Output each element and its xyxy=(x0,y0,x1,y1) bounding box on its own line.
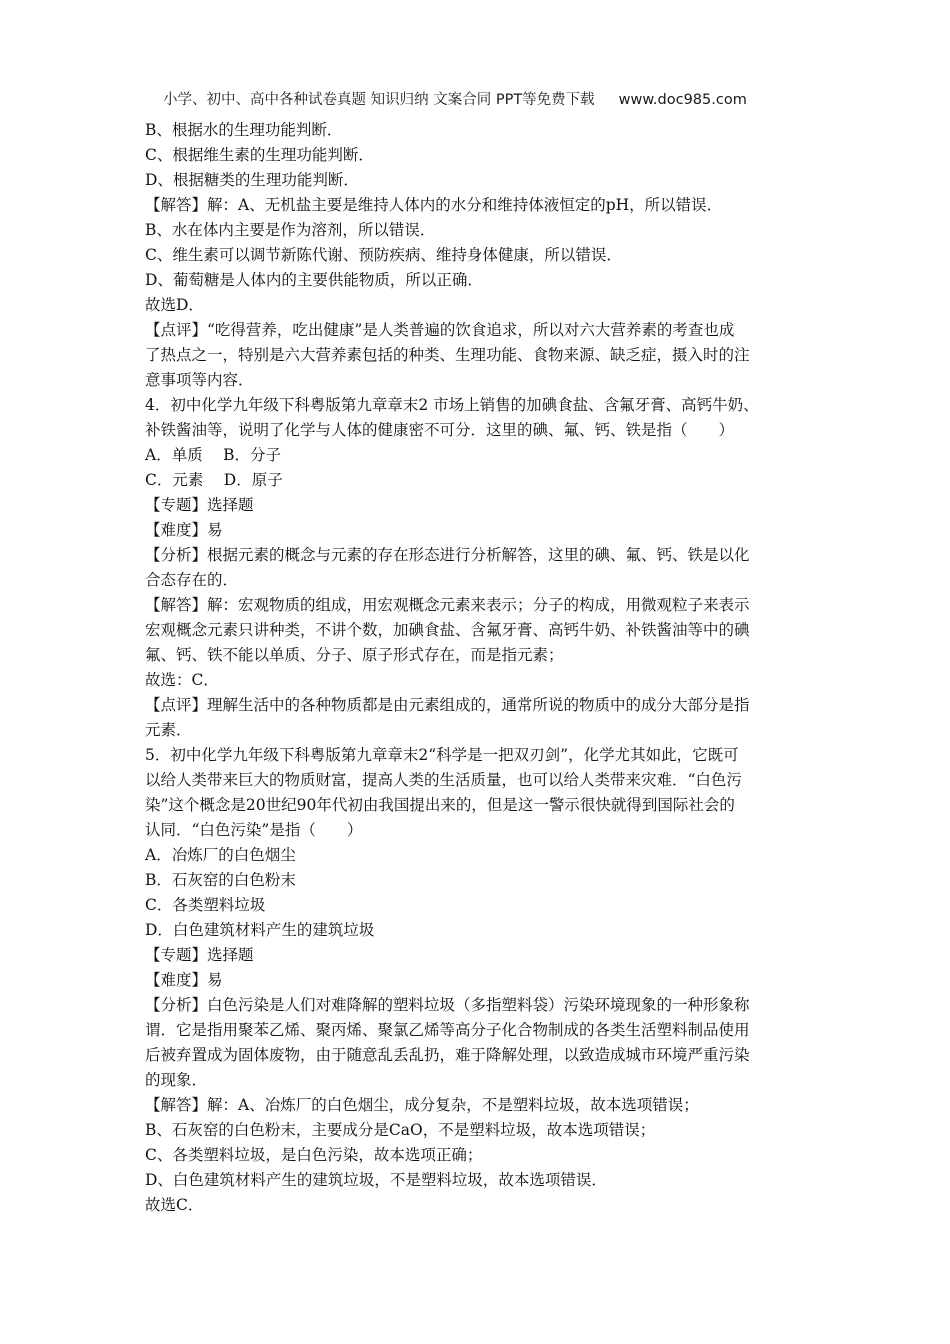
question-5-option: C．各类塑料垃圾 xyxy=(145,896,266,914)
text-line: B、根据水的生理功能判断． xyxy=(145,121,343,139)
header-site-url: www.doc985.com xyxy=(618,92,747,108)
text-line: 【分析】白色污染是人们对难降解的塑料垃圾（多指塑料袋）污染环境现象的一种形象称 xyxy=(145,996,750,1014)
question-5-stem: 5．初中化学九年级下科粤版第九章章末2“科学是一把双刃剑”，化学尤其如此，它既可 xyxy=(145,746,739,764)
text-line: 故选C． xyxy=(145,1196,204,1214)
text-line: 【难度】易 xyxy=(145,971,223,989)
text-line: 【专题】选择题 xyxy=(145,946,254,964)
question-5-option: D．白色建筑材料产生的建筑垃圾 xyxy=(145,921,375,939)
question-5-option: A．冶炼厂的白色烟尘 xyxy=(145,846,296,864)
text-line: C、各类塑料垃圾，是白色污染，故本选项正确； xyxy=(145,1146,483,1164)
question-4-options: A．单质 B．分子 xyxy=(145,446,282,464)
question-5-stem: 以给人类带来巨大的物质财富，提高人类的生活质量，也可以给人类带来灾难．“白色污 xyxy=(145,771,742,789)
question-4-options: C．元素 D．原子 xyxy=(145,471,283,489)
text-line: 【点评】理解生活中的各种物质都是由元素组成的，通常所说的物质中的成分大部分是指 xyxy=(145,696,750,714)
text-line: 【专题】选择题 xyxy=(145,496,254,514)
text-line: 【点评】“吃得营养，吃出健康”是人类普遍的饮食追求，所以对六大营养素的考查也成 xyxy=(145,321,735,339)
text-line: 故选：C． xyxy=(145,671,219,689)
text-line: 后被弃置成为固体废物，由于随意乱丢乱扔，难于降解处理，以致造成城市环境严重污染 xyxy=(145,1046,750,1064)
text-line: D、葡萄糖是人体内的主要供能物质，所以正确． xyxy=(145,271,483,289)
text-line: 宏观概念元素只讲种类，不讲个数，加碘食盐、含氟牙膏、高钙牛奶、补铁酱油等中的碘 xyxy=(145,621,750,639)
text-line: 故选D． xyxy=(145,296,204,314)
question-4-stem: 补铁酱油等，说明了化学与人体的健康密不可分．这里的碘、氟、钙、铁是指（ ） xyxy=(145,421,735,439)
text-line: 氟、钙、铁不能以单质、分子、原子形式存在，而是指元素； xyxy=(145,646,564,664)
header-tagline: 小学、初中、高中各种试卷真题 知识归纳 文案合同 PPT等免费下载 xyxy=(163,92,595,108)
text-line: 【分析】根据元素的概念与元素的存在形态进行分析解答，这里的碘、氟、钙、铁是以化 xyxy=(145,546,750,564)
text-line: B、水在体内主要是作为溶剂，所以错误． xyxy=(145,221,436,239)
question-4-stem: 4．初中化学九年级下科粤版第九章章末2 市场上销售的加碘食盐、含氟牙膏、高钙牛奶、 xyxy=(145,396,759,414)
text-line: C、根据维生素的生理功能判断． xyxy=(145,146,374,164)
text-line: 【解答】解：宏观物质的组成，用宏观概念元素来表示；分子的构成，用微观粒子来表示 xyxy=(145,596,750,614)
question-5-stem: 认同．“白色污染”是指（ ） xyxy=(145,821,363,839)
question-5-stem: 染”这个概念是20世纪90年代初由我国提出来的，但是这一警示很快就得到国际社会的 xyxy=(145,796,735,814)
text-line: B、石灰窑的白色粉末，主要成分是CaO，不是塑料垃圾，故本选项错误； xyxy=(145,1121,656,1139)
text-line: 意事项等内容． xyxy=(145,371,254,389)
question-5-option: B．石灰窑的白色粉末 xyxy=(145,871,296,889)
text-line: 的现象． xyxy=(145,1071,208,1089)
text-line: C、维生素可以调节新陈代谢、预防疾病、维持身体健康，所以错误． xyxy=(145,246,622,264)
text-line: 合态存在的． xyxy=(145,571,239,589)
text-line: 【解答】解：A、无机盐主要是维持人体内的水分和维持体液恒定的pH，所以错误． xyxy=(145,196,723,214)
text-line: 了热点之一，特别是六大营养素包括的种类、生理功能、食物来源、缺乏症，摄入时的注 xyxy=(145,346,750,364)
text-line: D、白色建筑材料产生的建筑垃圾，不是塑料垃圾，故本选项错误． xyxy=(145,1171,607,1189)
document-body xyxy=(145,118,815,1218)
text-line: 谓．它是指用聚苯乙烯、聚丙烯、聚氯乙烯等高分子化合物制成的各类生活塑料制品使用 xyxy=(145,1021,750,1039)
text-line: D、根据糖类的生理功能判断． xyxy=(145,171,359,189)
text-line: 元素． xyxy=(145,721,192,739)
text-line: 【难度】易 xyxy=(145,521,223,539)
page-header xyxy=(163,88,863,109)
text-line: 【解答】解：A、冶炼厂的白色烟尘，成分复杂，不是塑料垃圾，故本选项错误； xyxy=(145,1096,699,1114)
